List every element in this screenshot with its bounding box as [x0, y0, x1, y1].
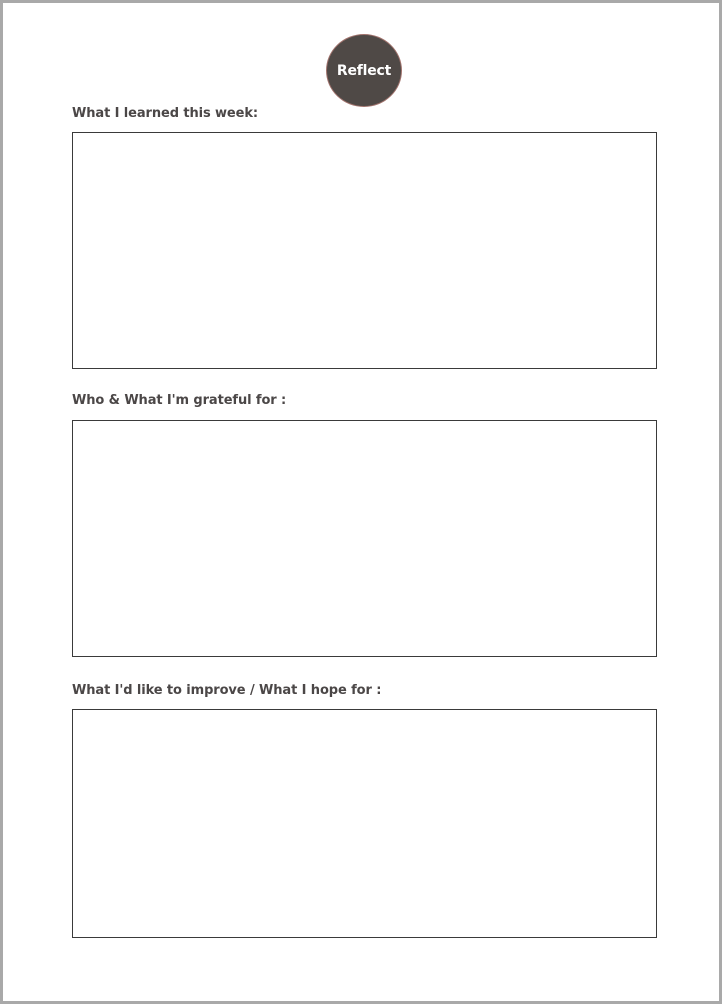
writing-box-improve[interactable] [72, 709, 657, 938]
section-label-grateful: Who & What I'm grateful for : [72, 393, 287, 408]
writing-box-grateful[interactable] [72, 420, 657, 657]
section-label-learned: What I learned this week: [72, 106, 259, 121]
writing-box-learned[interactable] [72, 132, 657, 369]
reflect-badge-label: Reflect [336, 62, 392, 79]
reflect-badge [326, 34, 402, 107]
section-label-improve: What I'd like to improve / What I hope for : [72, 683, 382, 698]
